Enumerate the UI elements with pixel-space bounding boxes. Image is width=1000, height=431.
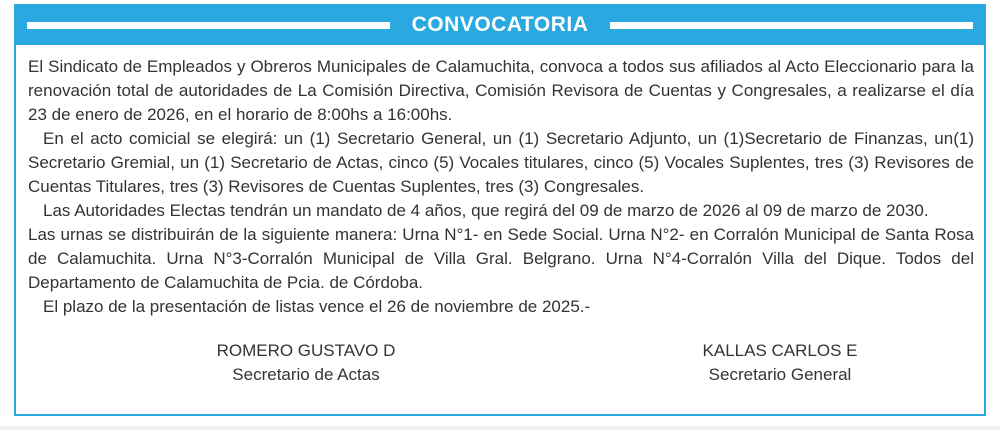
signature-title: Secretario de Actas (232, 365, 380, 384)
signature-name: ROMERO GUSTAVO D (216, 341, 396, 360)
header-rule-left (27, 22, 390, 29)
paragraph-mandate: Las Autoridades Electas tendrán un mandato de 4 años, que regirá del 09 de marzo de 2026 al 09 de marzo de 2030. (43, 201, 929, 220)
paragraph-intro: El Sindicato de Empleados y Obreros Municipales de Calamuchita, convoca a todos sus afiliados al Acto Eleccionario para la renovación total de autoridades de La Comisión Directiva, Comisión Revisora de Cuentas y Congresales, a realizarse el día 23 de enero de 2026, en el horario de 8:00hs a 16:00hs. (28, 57, 974, 124)
signatures-row (16, 339, 984, 387)
scan-artifact-line (0, 427, 1000, 429)
signature-title: Secretario General (708, 365, 852, 384)
paragraph-deadline: El plazo de la presentación de listas vence el 26 de noviembre de 2025.- (43, 297, 591, 316)
signature-secretario-general (640, 339, 920, 387)
notice-title: CONVOCATORIA (411, 13, 589, 36)
header-rule-right (610, 22, 973, 29)
paragraph-ballot-boxes: Las urnas se distribuirán de la siguiente manera: Urna N°1- en Sede Social. Urna N°2- en Corralón Municipal de Santa Rosa de Calamuchita. Urna N°3-Corralón Municipal de Villa Gral. Belgrano. Urna N°4-Corralón Villa del Dique. Todos del Departamento de Calamuchita de Pcia. de Córdoba. (28, 225, 974, 292)
signature-secretario-de-actas (166, 339, 446, 387)
notice-body (16, 45, 984, 319)
notice-header (15, 5, 985, 45)
signature-name: KALLAS CARLOS E (702, 341, 858, 360)
paragraph-positions: En el acto comicial se elegirá: un (1) Secretario General, un (1) Secretario Adjunto, un (1)Secretario de Finanzas, un(1) Secretario Gremial, un (1) Secretario de Actas, cinco (5) Vocales titulares, cinco (5) Vocales Suplentes, tres (3) Revisores de Cuentas Titulares, tres (3) Revisores de Cuentas Suplentes, tres (3) Congresales. (28, 129, 974, 196)
convocatoria-notice (14, 4, 986, 416)
